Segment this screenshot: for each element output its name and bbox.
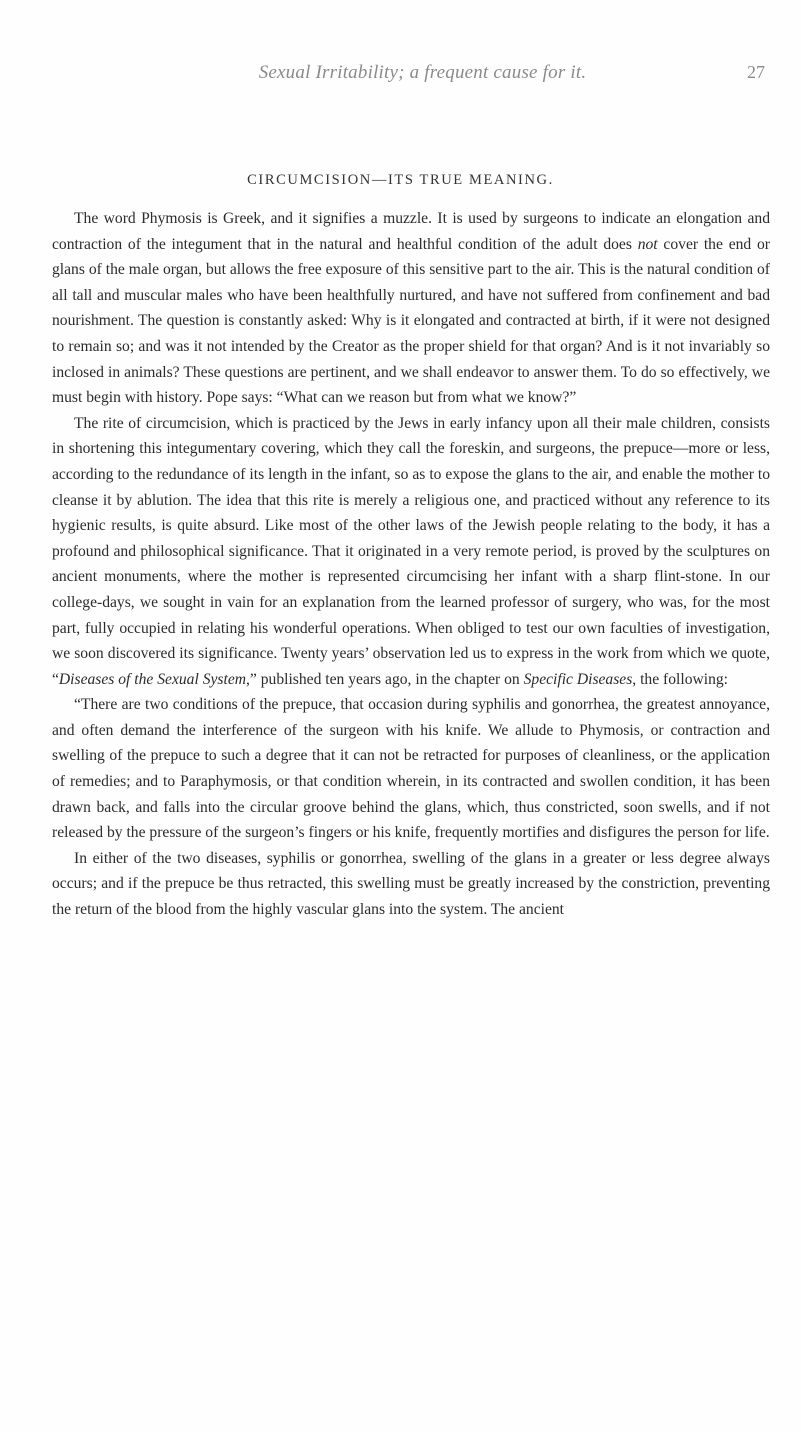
running-header — [80, 62, 765, 92]
paragraph-2-text-b: ,” published ten years ago, in the chapter on — [246, 670, 524, 688]
paragraph-2-book-title: Diseases of the Sexual System — [58, 670, 247, 688]
paragraph-1-text-a: The word Phymosis is Greek, and it signifies a muzzle. It is used by surgeons to indicate an elongation and contraction of the integument that in the natural and healthful condition of the adult does — [52, 210, 770, 253]
paragraph-4 — [52, 846, 770, 923]
paragraph-1-text-b: cover the end or glans of the male organ, but allows the free exposure of this sensitive part to the air. This is the natural condition of all tall and muscular males who have been healthfully nurtured, and have not suffered from confinement and bad nourishment. The question is constantly asked: Why is it elongated and contracted at birth, if it were not designed to remain so; and was it not intended by the Creator as the proper shield for that organ? And is it not invariably so inclosed in animals? These questions are pertinent, and we shall endeavor to answer them. To do so effectively, we must begin with history. Pope says: “What can we reason but from what we know?” — [52, 235, 770, 407]
paragraph-1-emphasis: not — [637, 235, 658, 253]
body-text — [52, 206, 770, 923]
chapter-heading: CIRCUMCISION—ITS TRUE MEANING. — [247, 172, 554, 188]
paragraph-1 — [52, 206, 770, 411]
running-title: Sexual Irritability; a frequent cause for it. — [258, 62, 587, 83]
paragraph-2-chapter-title: Specific Diseases — [523, 670, 633, 688]
paragraph-2-text-a: The rite of circumcision, which is practiced by the Jews in early infancy upon all their male children, consists in shortening this integumentary covering, which they call the foreskin, and surgeons, the prepuce—more or less, according to the redundance of its length in the infant, so as to expose the glans to the air, and enable the mother to cleanse it by ablution. The idea that this rite is merely a religious one, and practiced without any reference to its hygienic results, is quite absurd. Like most of the other laws of the Jewish people relating to the body, it has a profound and philosophical significance. That it originated in a very remote period, is proved by the sculptures on ancient monuments, where the mother is represented circumcising her infant with a sharp flint-stone. In our college-days, we sought in vain for an explanation from the learned professor of surgery, who was, for the most part, fully occupied in relating his wonderful operations. When obliged to test our own faculties of investigation, we soon discovered its significance. Twenty years’ observation led us to express in the work from which we quote, “ — [52, 414, 770, 688]
page-number: 27 — [747, 62, 765, 82]
paragraph-2 — [52, 411, 770, 693]
paragraph-3-text: “There are two conditions of the prepuce, that occasion during syphilis and gonorrhea, the greatest annoyance, and often demand the interference of the surgeon with his knife. We allude to Phymosis, or contraction and swelling of the prepuce to such a degree that it can not be retracted for purposes of cleanliness, or the application of remedies; and to Paraphymosis, or that condition wherein, in its contracted and swollen condition, it has been drawn back, and falls into the circular groove behind the glans, which, thus constricted, soon swells, and if not released by the pressure of the surgeon’s fingers or his knife, frequently mortifies and disfigures the person for life. — [52, 696, 770, 842]
paragraph-4-text: In either of the two diseases, syphilis or gonorrhea, swelling of the glans in a greater or less degree always occurs; and if the prepuce be thus retracted, this swelling must be greatly increased by the constriction, preventing the return of the blood from the highly vascular glans into the system. The ancient — [52, 849, 770, 919]
paragraph-3-quotation — [52, 692, 770, 846]
paragraph-2-text-c: , the following: — [632, 670, 729, 688]
